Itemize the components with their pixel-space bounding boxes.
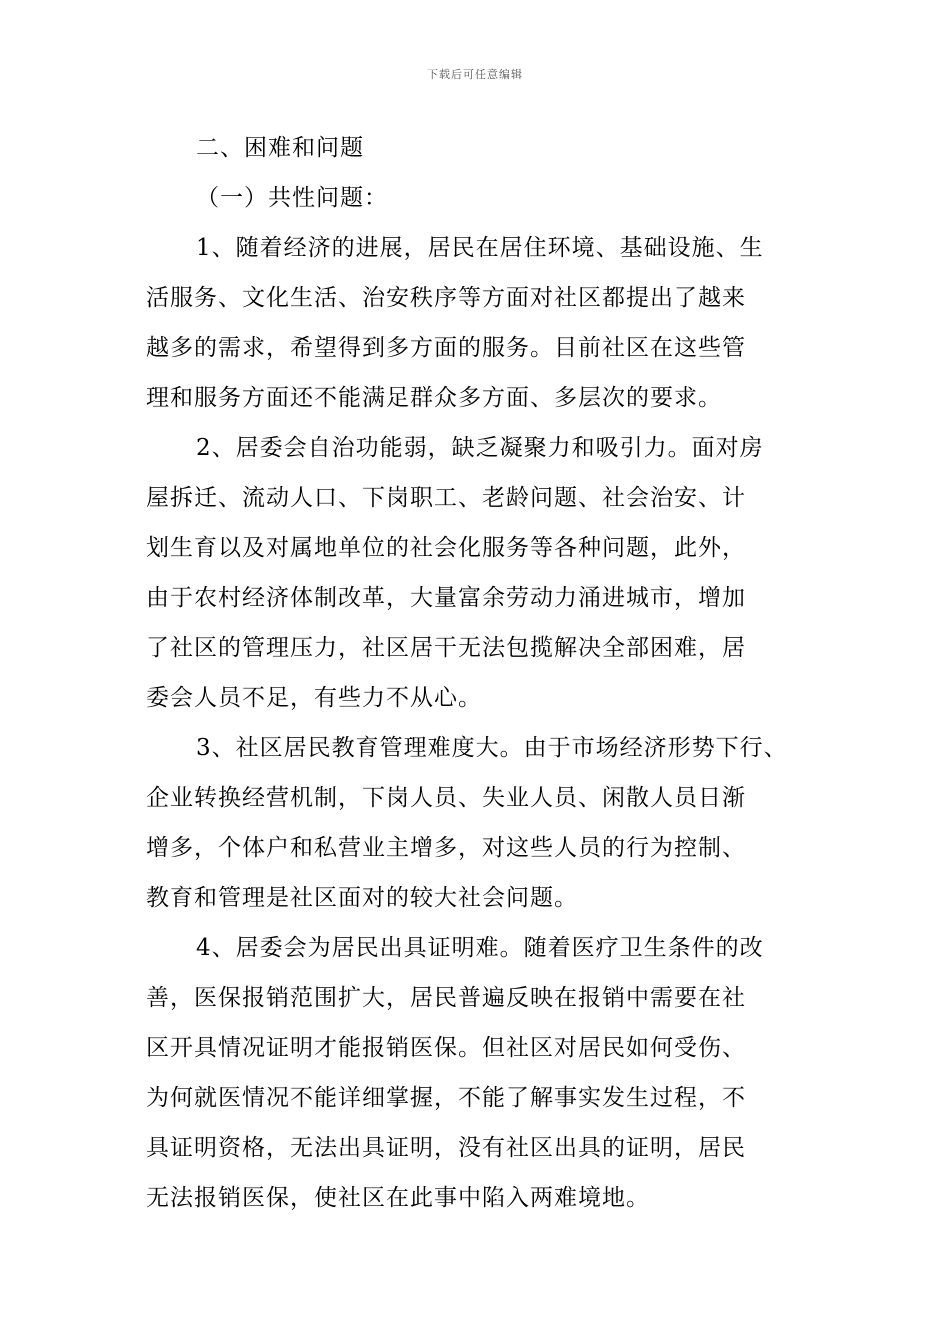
paragraph-line: 划生育以及对属地单位的社会化服务等各种问题，此外， <box>146 535 746 561</box>
paragraph-line: 区开具情况证明才能报销医保。但社区对居民如何受伤、 <box>146 1035 746 1061</box>
paragraph-line: 活服务、文化生活、治安秩序等方面对社区都提出了越来 <box>146 285 746 311</box>
paragraph-line: 由于农村经济体制改革，大量富余劳动力涌进城市，增加 <box>146 585 746 611</box>
page-header: 下载后可任意编辑 <box>427 68 523 81</box>
paragraph-line: 越多的需求，希望得到多方面的服务。目前社区在这些管 <box>146 335 746 361</box>
paragraph-line: 2、居委会自治功能弱，缺乏凝聚力和吸引力。面对房 <box>196 435 764 461</box>
paragraph-line: 企业转换经营机制，下岗人员、失业人员、闲散人员日渐 <box>146 785 746 811</box>
paragraph-line: 1、随着经济的进展，居民在居住环境、基础设施、生 <box>196 235 764 261</box>
paragraph-line: 教育和管理是社区面对的较大社会问题。 <box>146 885 578 911</box>
paragraph-line: 屋拆迁、流动人口、下岗职工、老龄问题、社会治安、计 <box>146 485 746 511</box>
subsection-heading: （一）共性问题： <box>196 185 388 211</box>
paragraph-line: 理和服务方面还不能满足群众多方面、多层次的要求。 <box>146 385 722 411</box>
paragraph-line: 了社区的管理压力，社区居干无法包揽解决全部困难，居 <box>146 635 746 661</box>
section-heading: 二、困难和问题 <box>196 135 364 161</box>
paragraph-line: 为何就医情况不能详细掌握，不能了解事实发生过程，不 <box>146 1085 746 1111</box>
paragraph-line: 4、居委会为居民出具证明难。随着医疗卫生条件的改 <box>196 935 764 961</box>
paragraph-line: 委会人员不足，有些力不从心。 <box>146 685 482 711</box>
paragraph-line: 具证明资格，无法出具证明，没有社区出具的证明，居民 <box>146 1135 746 1161</box>
paragraph-line: 无法报销医保，使社区在此事中陷入两难境地。 <box>146 1185 650 1211</box>
paragraph-line: 善，医保报销范围扩大，居民普遍反映在报销中需要在社 <box>146 985 746 1011</box>
paragraph-line: 3、社区居民教育管理难度大。由于市场经济形势下行、 <box>196 735 788 761</box>
paragraph-line: 增多，个体户和私营业主增多，对这些人员的行为控制、 <box>146 835 746 861</box>
